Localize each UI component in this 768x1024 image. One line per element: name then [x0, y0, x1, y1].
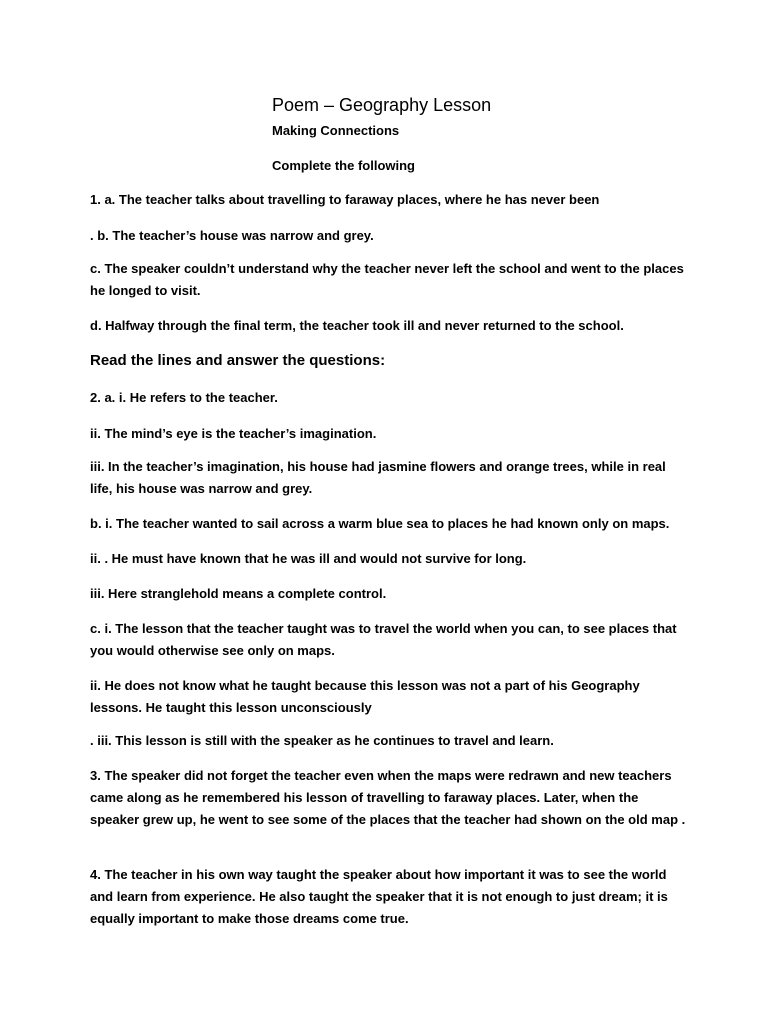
answer-1a: 1. a. The teacher talks about travelling to faraway places, where he has never been	[90, 192, 600, 207]
answer-2b-i: b. i. The teacher wanted to sail across a warm blue sea to places he had known only on maps.	[90, 516, 670, 531]
answer-2a-i: 2. a. i. He refers to the teacher.	[90, 390, 278, 405]
page-title: Poem – Geography Lesson	[272, 95, 492, 115]
answer-2a-ii: ii. The mind’s eye is the teacher’s imagination.	[90, 426, 377, 441]
subtitle-making-connections: Making Connections	[272, 123, 400, 138]
section-heading: Read the lines and answer the questions:	[90, 352, 386, 369]
subtitle-complete-following: Complete the following	[272, 158, 415, 173]
answer-2c-i: c. i. The lesson that the teacher taught was to travel the world when you can, to see places that you would otherwise see only on maps.	[90, 621, 677, 658]
answer-2c-iii: . iii. This lesson is still with the speaker as he continues to travel and learn.	[90, 733, 554, 748]
answer-4: 4. The teacher in his own way taught the speaker about how important it was to see the world and learn from experience. He also taught the speaker that it is not enough to just dream; it is equally important to make those dreams come true.	[90, 867, 668, 926]
answer-3: 3. The speaker did not forget the teacher even when the maps were redrawn and new teachers came along as he remembered his lesson of travelling to faraway places. Later, when the speaker grew up, he went to see some of the places that the teacher had shown on the old map .	[90, 768, 686, 827]
answer-1d: d. Halfway through the final term, the teacher took ill and never returned to the school.	[90, 318, 624, 333]
answer-2b-iii: iii. Here stranglehold means a complete control.	[90, 586, 387, 601]
answer-1b: . b. The teacher’s house was narrow and grey.	[90, 228, 374, 243]
answer-1c: c. The speaker couldn’t understand why the teacher never left the school and went to the places he longed to visit.	[90, 261, 684, 298]
answer-2c-ii: ii. He does not know what he taught because this lesson was not a part of his Geography lessons. He taught this lesson unconsciously	[90, 678, 640, 715]
answer-2b-ii: ii. . He must have known that he was ill and would not survive for long.	[90, 551, 527, 566]
answer-2a-iii: iii. In the teacher’s imagination, his house had jasmine flowers and orange trees, while in real life, his house was narrow and grey.	[90, 459, 666, 496]
